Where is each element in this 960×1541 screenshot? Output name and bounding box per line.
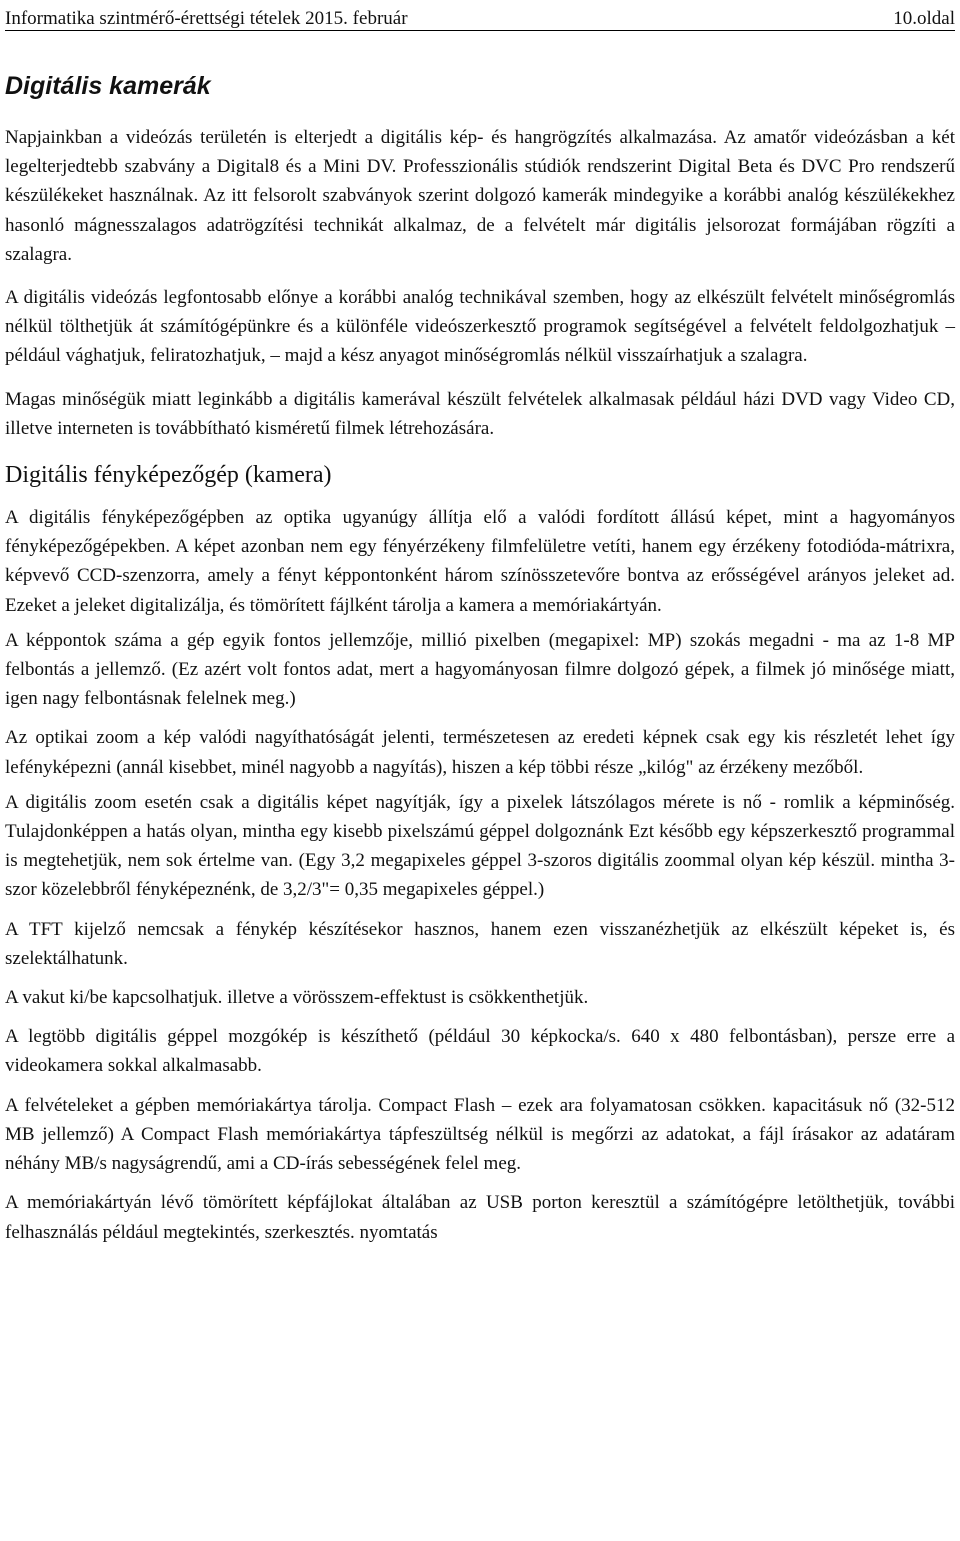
- paragraph: A képpontok száma a gép egyik fontos jellemzője, millió pixelben (megapixel: MP) szokás megadni - ma az 1-8 MP felbontás a jellemző. (Ez azért volt fontos adat, mert a hagyományosan filmre dolgozó gépek, a filmek jó minősége miatt, igen nagy felbontásnak felelnek meg.): [5, 629, 955, 710]
- paragraph: A vakut ki/be kapcsolhatjuk. illetve a vörösszem-effektust is csökkenthetjük.: [5, 987, 589, 1009]
- paragraph: A legtöbb digitális géppel mozgókép is készíthető (például 30 képkocka/s. 640 x 480 felbontásban), persze erre a videokamera sokkal alkalmasabb.: [5, 1026, 955, 1077]
- page-number: 10.oldal: [893, 8, 955, 29]
- running-header: [5, 0, 955, 31]
- paragraph: A digitális videózás legfontosabb előnye a korábbi analóg technikával szemben, hogy az elkészült felvételt minőségromlás nélkül tölthetjük át számítógépünkre és a különféle videószerkesztő programok segítségével a felvételt feldolgozhatjuk – például vághatjuk, feliratozhatjuk, – majd a kész anyagot minőségromlás nélkül visszaírhatjuk a szalagra.: [5, 287, 955, 367]
- paragraph: Napjainkban a videózás területén is elterjedt a digitális kép- és hangrögzítés alkalmazása. Az amatőr videózásban a két legelterjedtebb szabvány a Digital8 és a Mini DV. Professzionális stúdiók rendszerint Digital Beta és DVC Pro rendszerű készülékeket használnak. Az itt felsorolt szabványok szerint dolgozó kamerák mindegyike a korábbi analóg készülékekhez hasonló mágnesszalagos adatrögzítési technikát alkalmaz, de a felvételt már digitális jelsorozat formájában rögzíti a szalagra.: [5, 127, 955, 265]
- paragraph: A digitális zoom esetén csak a digitális képet nagyítják, így a pixelek látszólagos mérete is nő - romlik a képminőség. Tulajdonképpen a hatás olyan, mintha egy kisebb pixelszámú géppel dolgoznánk Ezt később egy képszerkesztő programmal is megtehetjük, nem sok értelme van. (Egy 3,2 megapixeles géppel 3-szoros digitális zoommal olyan kép készül. mintha 3-szor közelebbről fényképeznénk, de 3,2/3"= 0,35 megapixeles géppel.): [5, 791, 955, 901]
- paragraph: Magas minőségük miatt leginkább a digitális kamerával készült felvételek alkalmasak például házi DVD vagy Video CD, illetve interneten is továbbítható kisméretű filmek létrehozására.: [5, 388, 955, 439]
- paragraph: A memóriakártyán lévő tömörített képfájlokat általában az USB porton keresztül a számítógépre letölthetjük, további felhasználás például megtekintés, szerkesztés. nyomtatás: [5, 1192, 955, 1243]
- paragraph: A digitális fényképezőgépben az optika ugyanúgy állítja elő a valódi fordított állású képet, mint a hagyományos fényképezőgépekben. A képet azonban nem egy fényérzékeny filmfelületre vetíti, hanem egy érzékeny fotodióda-mátrixra, képvevő CCD-szenzorra, amely a fényt képpontonként három színösszetevőre bontva az erősségével arányos jeleket ad. Ezeket a jeleket digitalizálja, és tömörített fájlként tárolja a kamera a memóriakártyán.: [5, 507, 955, 616]
- section-heading: Digitális kamerák: [5, 72, 211, 100]
- paragraph: A felvételeket a gépben memóriakártya tárolja. Compact Flash – ezek ara folyamatosan csökken. kapacitásuk nő (32-512 MB jellemző) A Compact Flash memóriakártya tápfeszültség nélkül is megőrzi az adatokat, a fájl írásakor az adatáram néhány MB/s nagyságrendű, ami a CD-írás sebességének felel meg.: [5, 1094, 955, 1175]
- paragraph: A TFT kijelző nemcsak a fénykép készítésekor hasznos, hanem ezen visszanézhetjük az elkészült képeket is, és szelektálhatunk.: [5, 918, 955, 969]
- subsection-heading: Digitális fényképezőgép (kamera): [5, 462, 332, 489]
- paragraph: Az optikai zoom a kép valódi nagyíthatóságát jelenti, természetesen az eredeti képnek csak egy kis részletét lehet így lefényképezni (annál kisebbet, minél nagyobb a nagyítás), hiszen a kép többi része „kilóg" az érzékeny mezőből.: [5, 727, 955, 778]
- document-title: Informatika szintmérő-érettségi tételek 2015. február: [5, 8, 408, 29]
- document-page: [5, 0, 955, 1247]
